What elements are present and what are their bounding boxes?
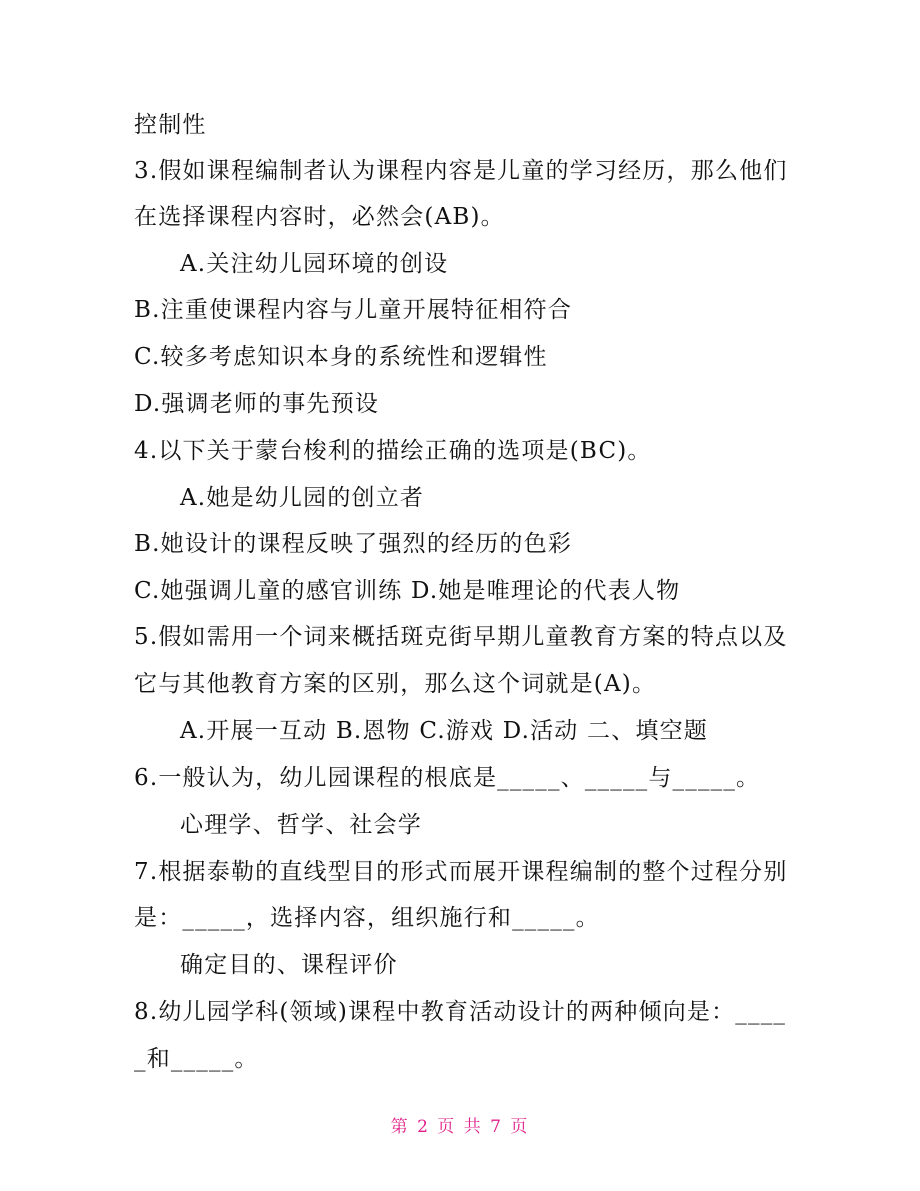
question-3-option-b: B.注重使课程内容与儿童开展特征相符合 bbox=[134, 297, 573, 323]
question-3-line-2: 在选择课程内容时，必然会(AB)。 bbox=[134, 204, 505, 230]
question-4-options-c-d: C.她强调儿童的感官训练 D.她是唯理论的代表人物 bbox=[134, 578, 681, 604]
question-5-options: A.开展一互动 B.恩物 C.游戏 D.活动 二、填空题 bbox=[180, 718, 708, 744]
question-7-line-1: 7.根据泰勒的直线型目的形式而展开课程编制的整个过程分别 bbox=[134, 859, 788, 885]
question-3-option-c: C.较多考虑知识本身的系统性和逻辑性 bbox=[134, 344, 548, 370]
question-6-answer: 心理学、哲学、社会学 bbox=[180, 812, 422, 838]
question-4-option-a: A.她是幼儿园的创立者 bbox=[180, 485, 425, 511]
page-footer: 第 2 页 共 7 页 bbox=[390, 1117, 530, 1137]
question-8-line-1: 8.幼儿园学科(领域)课程中教育活动设计的两种倾向是：____ bbox=[134, 999, 787, 1025]
question-6-line-1: 6.一般认为，幼儿园课程的根底是_____、_____与_____。 bbox=[134, 765, 761, 791]
question-5-line-1: 5.假如需用一个词来概括斑克街早期儿童教育方案的特点以及 bbox=[134, 624, 788, 650]
question-8-line-2: _和_____。 bbox=[134, 1046, 259, 1072]
text-line-1: 控制性 bbox=[134, 112, 207, 138]
question-4-line-1: 4.以下关于蒙台梭利的描绘正确的选项是(BC)。 bbox=[134, 438, 652, 464]
question-7-answer: 确定目的、课程评价 bbox=[180, 952, 398, 978]
question-7-line-2: 是：_____，选择内容，组织施行和_____。 bbox=[134, 905, 600, 931]
question-3-option-d: D.强调老师的事先预设 bbox=[134, 391, 380, 417]
question-3-option-a: A.关注幼儿园环境的创设 bbox=[180, 251, 449, 277]
question-4-option-b: B.她设计的课程反映了强烈的经历的色彩 bbox=[134, 531, 573, 557]
question-5-line-2: 它与其他教育方案的区别，那么这个词就是(A)。 bbox=[134, 671, 657, 697]
question-3-line-1: 3.假如课程编制者认为课程内容是儿童的学习经历，那么他们 bbox=[134, 158, 788, 184]
